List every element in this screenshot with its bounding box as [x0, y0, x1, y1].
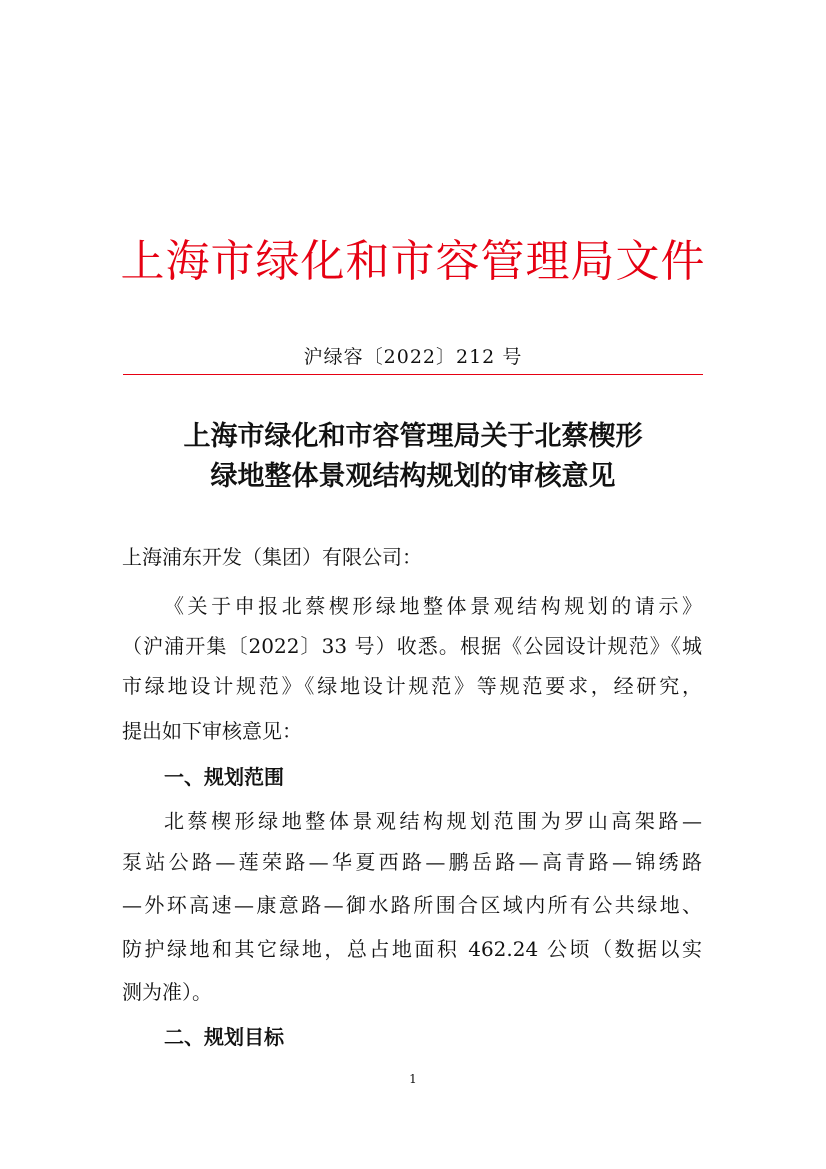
section-1-line: 测为准）。	[122, 980, 212, 1004]
intro-line: （沪浦开集〔2022〕33 号）收悉。根据《公园设计规范》《城	[122, 634, 702, 658]
intro-line: 《关于申报北蔡楔形绿地整体景观结构规划的请示》	[164, 594, 702, 618]
intro-line: 提出如下审核意见：	[122, 719, 302, 743]
document-heading-line-2: 绿地整体景观结构规划的审核意见	[210, 461, 616, 492]
section-1-title: 一、规划范围	[164, 765, 284, 789]
section-1-line: 北蔡楔形绿地整体景观结构规划范围为罗山高架路—	[164, 809, 702, 833]
document-heading-line-1: 上海市绿化和市容管理局关于北蔡楔形	[183, 421, 643, 452]
page-number: 1	[409, 1072, 417, 1086]
addressee: 上海浦东开发（集团）有限公司：	[122, 545, 422, 569]
red-divider	[123, 374, 703, 375]
section-1-line: 防护绿地和其它绿地，总占地面积 462.24 公顷（数据以实	[122, 937, 702, 961]
section-1-line: —外环高速—康意路—御水路所围合区域内所有公共绿地、	[122, 893, 702, 917]
document-number: 沪绿容〔2022〕212 号	[303, 346, 523, 368]
section-2-title: 二、规划目标	[164, 1025, 284, 1049]
intro-line: 市绿地设计规范》《绿地设计规范》等规范要求，经研究，	[122, 674, 702, 698]
issuer-title: 上海市绿化和市容管理局文件	[120, 236, 706, 287]
section-1-line: 泵站公路—莲荣路—华夏西路—鹏岳路—高青路—锦绣路	[122, 850, 702, 874]
